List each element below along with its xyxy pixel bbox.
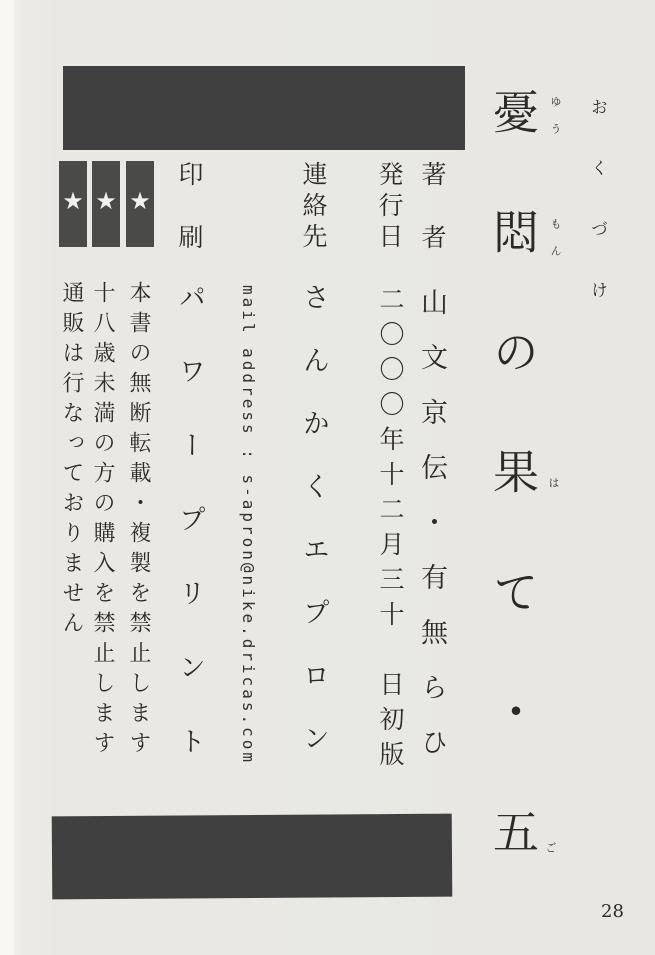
furigana-yuu: ゆう bbox=[549, 96, 562, 150]
star-icon: ★ bbox=[129, 187, 151, 215]
top-black-bar bbox=[63, 66, 465, 150]
star-icon: ★ bbox=[62, 187, 84, 215]
author-value: 山文京伝・有無らひ bbox=[416, 288, 447, 783]
furigana-mon: もん bbox=[549, 218, 562, 272]
star-block bbox=[92, 161, 120, 247]
publish-date-value: 二〇〇〇年十二月三十 日初版 bbox=[376, 286, 405, 776]
author-label: 著者 bbox=[418, 161, 447, 287]
page-number: 28 bbox=[601, 901, 624, 922]
printer-value: パワープリント bbox=[174, 283, 205, 801]
contact-value: さんかくエプロン bbox=[298, 283, 329, 787]
publish-date-label: 発行日 bbox=[375, 161, 404, 254]
printer-label: 印刷 bbox=[175, 161, 204, 287]
scan-edge-strip bbox=[0, 0, 14, 955]
furigana-go: ご bbox=[544, 842, 557, 869]
star-block bbox=[126, 161, 154, 247]
notice-no-mail-order: 通販は行なっておりません bbox=[59, 281, 84, 641]
book-title: 憂悶の果て・五 bbox=[486, 88, 540, 928]
star-block bbox=[59, 161, 87, 247]
mail-address: mail address : s-apron@nike.dricas.com bbox=[239, 285, 258, 766]
colophon-label: おくづけ bbox=[587, 98, 607, 342]
notice-age-restriction: 十八歳未満の方の購入を禁止します bbox=[90, 281, 115, 761]
star-icon: ★ bbox=[95, 187, 117, 215]
contact-label: 連絡先 bbox=[299, 161, 328, 254]
notice-no-reproduction: 本書の無断転載・複製を禁止します bbox=[126, 281, 151, 761]
bottom-black-bar bbox=[52, 814, 453, 900]
furigana-ha: は bbox=[547, 477, 560, 504]
